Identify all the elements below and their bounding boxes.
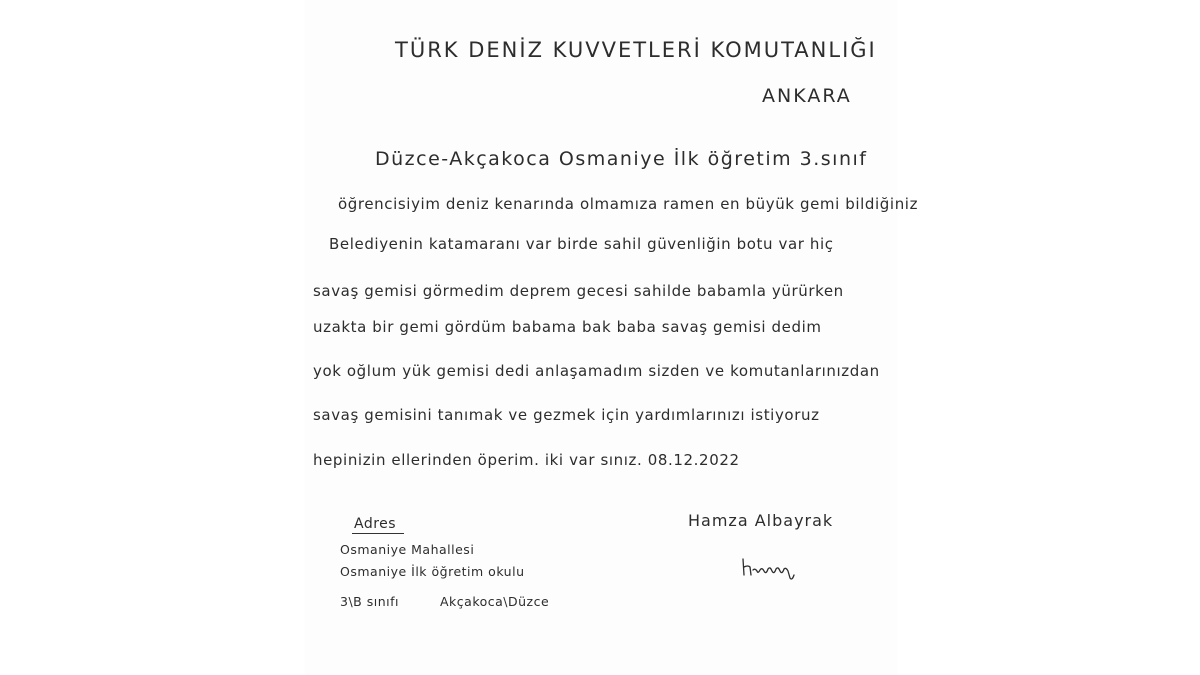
- letter-line: savaş gemisini tanımak ve gezmek için yardımlarınızı istiyoruz: [313, 406, 820, 424]
- letter-line: uzakta bir gemi gördüm babama bak baba savaş gemisi dedim: [313, 318, 822, 336]
- handwritten-signature-icon: [740, 555, 796, 581]
- letter-line: savaş gemisi görmedim deprem gecesi sahilde babamla yürürken: [313, 282, 844, 300]
- letter-line: öğrencisiyim deniz kenarında olmamıza ramen en büyük gemi bildiğiniz: [338, 195, 919, 213]
- signer-name: Hamza Albayrak: [688, 511, 834, 530]
- city-heading: ANKARA: [762, 85, 852, 107]
- address-line: Osmaniye Mahallesi: [340, 542, 475, 557]
- address-line: Akçakoca\Düzce: [440, 594, 550, 609]
- addressee-heading: TÜRK DENİZ KUVVETLERİ KOMUTANLIĞI: [395, 38, 877, 62]
- letter-closing-line: hepinizin ellerinden öperim. iki var sınız. 08.12.2022: [313, 451, 740, 469]
- letter-line: yok oğlum yük gemisi dedi anlaşamadım sizden ve komutanlarınızdan: [313, 362, 880, 380]
- letter-line: Düzce-Akçakoca Osmaniye İlk öğretim 3.sınıf: [375, 148, 868, 170]
- letter-line: Belediyenin katamaranı var birde sahil güvenliğin botu var hiç: [329, 235, 834, 253]
- address-title: Adres: [352, 517, 404, 534]
- address-line: Osmaniye İlk öğretim okulu: [340, 564, 525, 579]
- address-line: 3\B sınıfı: [340, 594, 399, 609]
